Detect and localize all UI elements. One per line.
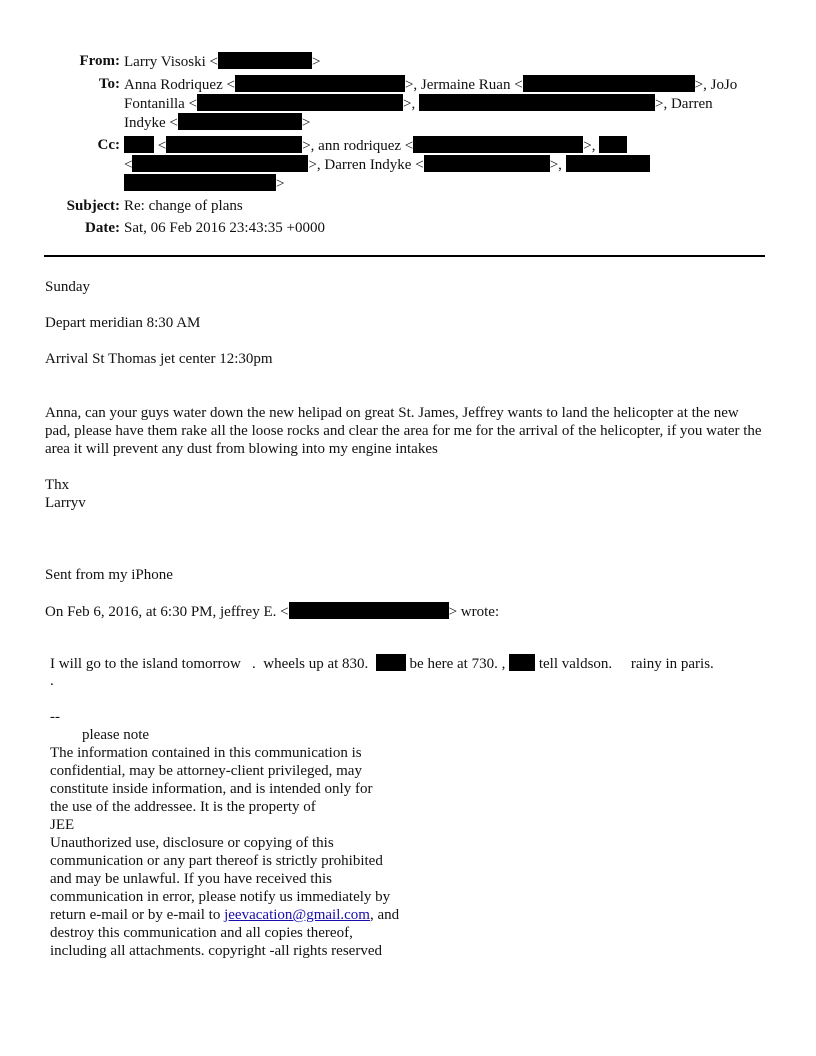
to-text: Indyke < — [124, 115, 178, 131]
disclaimer — [50, 726, 770, 960]
redaction — [289, 602, 449, 619]
disclaimer-line: Unauthorized use, disclosure or copying of this — [50, 835, 334, 851]
to-text: >, — [403, 96, 420, 112]
cc-text: >, ann rodriquez < — [302, 138, 414, 154]
redaction — [166, 136, 302, 153]
subject-value: Re: change of plans — [124, 198, 243, 214]
redaction — [197, 94, 403, 111]
message-day: Sunday — [45, 279, 90, 295]
cc-text: >, — [583, 138, 600, 154]
quote-intro-text: On Feb 6, 2016, at 6:30 PM, jeffrey E. < — [45, 604, 289, 620]
disclaimer-line: the use of the addressee. It is the property of — [50, 799, 316, 815]
disclaimer-line — [50, 906, 770, 924]
signature-separator: -- — [50, 709, 60, 725]
quoted-text: tell valdson. rainy in paris. — [535, 656, 714, 672]
to-text: >, Jermaine Ruan < — [404, 77, 523, 93]
to-text: >, JoJo — [694, 77, 738, 93]
cc-text: < — [124, 157, 133, 173]
disclaimer-line: JEE — [50, 817, 75, 833]
from-close: > — [311, 54, 321, 70]
disclaimer-line: constitute inside information, and is intended only for — [50, 781, 373, 797]
to-label: To: — [98, 76, 120, 92]
message-depart: Depart meridian 8:30 AM — [45, 315, 201, 331]
cc-label: Cc: — [97, 137, 120, 153]
redaction — [124, 136, 154, 153]
subject-label: Subject: — [66, 198, 120, 214]
disclaimer-line: destroy this communication and all copies thereof, — [50, 925, 353, 941]
redaction — [376, 654, 406, 671]
redaction — [599, 136, 627, 153]
email-header — [0, 52, 816, 237]
disclaimer-line: including all attachments. copyright -all rights reserved — [50, 943, 382, 959]
redaction — [178, 113, 302, 130]
disclaimer-line: confidential, may be attorney-client privileged, may — [50, 763, 362, 779]
message-arrival: Arrival St Thomas jet center 12:30pm — [45, 351, 273, 367]
message-thx: Thx — [45, 477, 70, 493]
to-text: Fontanilla < — [124, 96, 198, 112]
to-text: Anna Rodriquez < — [124, 77, 235, 93]
quoted-text: be here at 730. , — [405, 656, 510, 672]
disclaimer-text: , and — [369, 907, 400, 923]
disclaimer-line: communication in error, please notify us immediately by — [50, 889, 391, 905]
quoted-text: I will go to the island tomorrow . wheels up at 830. — [50, 656, 376, 672]
redaction — [218, 52, 312, 69]
redaction — [413, 136, 583, 153]
date-row — [0, 219, 816, 237]
cc-text: < — [154, 138, 167, 154]
cc-row — [0, 136, 816, 193]
subject-row — [0, 197, 816, 215]
date-value: Sat, 06 Feb 2016 23:43:35 +0000 — [124, 220, 325, 236]
from-value: Larry Visoski < — [124, 54, 218, 70]
please-note: please note — [82, 727, 150, 743]
email-link[interactable]: jeevacation@gmail.com — [224, 907, 370, 923]
quote-intro — [45, 602, 770, 621]
disclaimer-line: and may be unlawful. If you have received this — [50, 871, 332, 887]
quoted-dot: . — [50, 673, 54, 689]
redaction — [509, 654, 535, 671]
disclaimer-text: return e-mail or by e-mail to — [50, 907, 225, 923]
cc-text: > — [276, 176, 285, 192]
from-label: From: — [79, 53, 120, 69]
redaction — [419, 94, 655, 111]
header-divider — [44, 255, 765, 257]
redaction — [132, 155, 308, 172]
date-label: Date: — [85, 220, 120, 236]
redaction — [235, 75, 405, 92]
redaction — [523, 75, 695, 92]
message-request: Anna, can your guys water down the new helipad on great St. James, Jeffrey wants to land the helicopter at the new pad, please have them rake all the loose rocks and clear the area for me for the arrival of the helicopter, if you water the area it will prevent any dust from blowing into my engine intakes — [45, 405, 762, 457]
redaction — [566, 155, 650, 172]
disclaimer-line: communication or any part thereof is strictly prohibited — [50, 853, 383, 869]
message-signature: Larryv — [45, 495, 86, 511]
cc-text: >, Darren Indyke < — [308, 157, 424, 173]
quote-intro-text: > wrote: — [448, 604, 500, 620]
to-row — [0, 75, 816, 132]
cc-text: >, — [549, 157, 566, 173]
from-row — [0, 52, 816, 71]
disclaimer-line: The information contained in this communication is — [50, 745, 362, 761]
redaction — [124, 174, 276, 191]
quoted-line — [50, 654, 770, 673]
to-text: > — [301, 115, 311, 131]
to-text: >, Darren — [655, 96, 713, 112]
redaction — [424, 155, 550, 172]
sent-from: Sent from my iPhone — [45, 567, 173, 583]
